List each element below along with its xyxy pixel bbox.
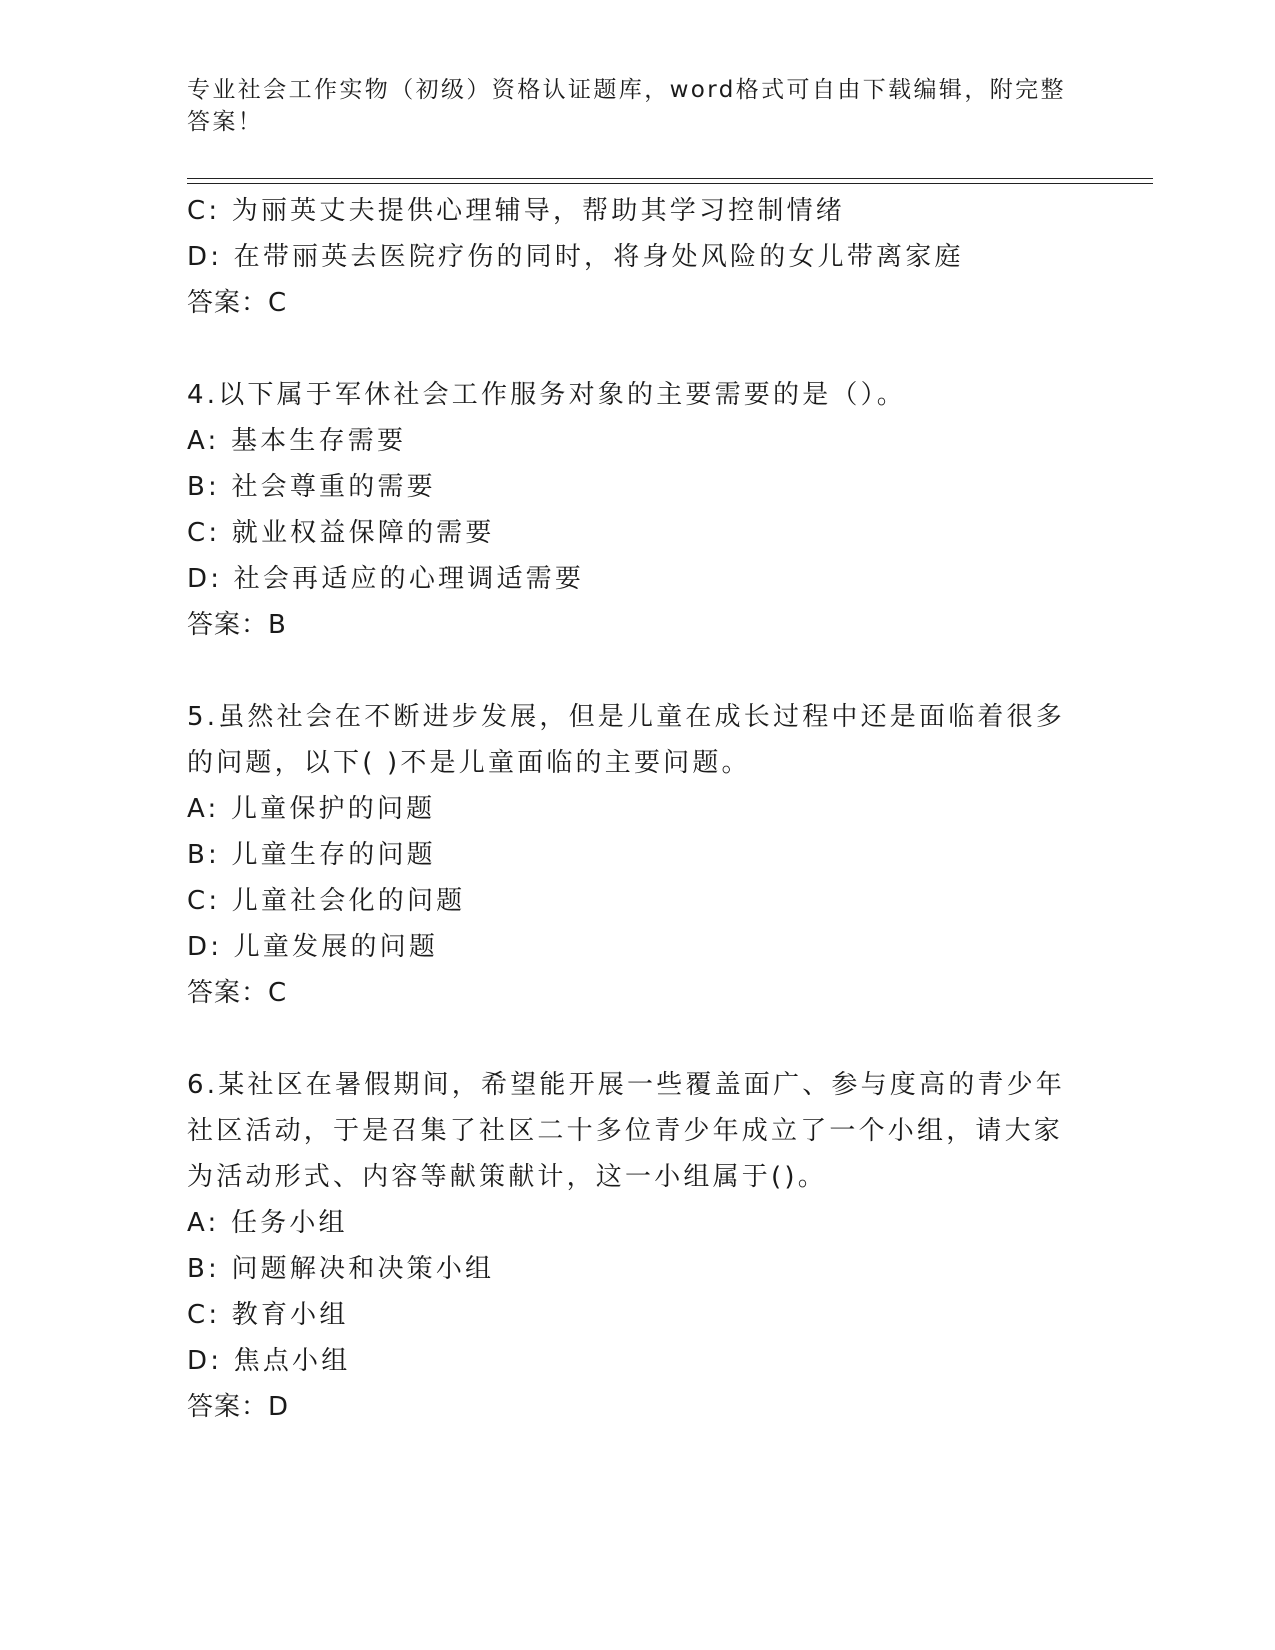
question-3-tail	[187, 188, 1077, 326]
option-d: D: 在带丽英去医院疗伤的同时，将身处风险的女儿带离家庭	[187, 242, 964, 272]
option-c: C: 为丽英丈夫提供心理辅导，帮助其学习控制情绪	[187, 196, 845, 226]
question-5	[187, 694, 1077, 1016]
option-a: A: 儿童保护的问题	[187, 794, 436, 824]
question-stem-line-3: 为活动形式、内容等献策献计，这一小组属于()。	[187, 1162, 827, 1192]
option-d: D: 焦点小组	[187, 1346, 351, 1376]
answer: 答案：B	[187, 610, 287, 640]
header-divider-bottom	[187, 183, 1153, 184]
option-b: B: 社会尊重的需要	[187, 472, 436, 502]
spacer	[187, 1016, 1077, 1062]
option-b: B: 问题解决和决策小组	[187, 1254, 495, 1284]
option-d: D: 社会再适应的心理调适需要	[187, 564, 585, 594]
answer: 答案：D	[187, 1392, 290, 1422]
header-divider-top	[187, 178, 1153, 179]
page-header: 专业社会工作实物（初级）资格认证题库，word格式可自由下载编辑，附完整答案！	[187, 77, 1066, 135]
option-a: A: 基本生存需要	[187, 426, 407, 456]
question-list	[187, 188, 1077, 1430]
question-stem-line-1: 6.某社区在暑假期间，希望能开展一些覆盖面广、参与度高的青少年	[187, 1070, 1066, 1100]
question-stem-line-1: 5.虽然社会在不断进步发展，但是儿童在成长过程中还是面临着很多	[187, 702, 1066, 732]
question-6	[187, 1062, 1077, 1430]
option-b: B: 儿童生存的问题	[187, 840, 436, 870]
question-4	[187, 372, 1077, 648]
option-c: C: 儿童社会化的问题	[187, 886, 466, 916]
option-a: A: 任务小组	[187, 1208, 348, 1238]
spacer	[187, 326, 1077, 372]
answer: 答案：C	[187, 288, 288, 318]
answer: 答案：C	[187, 978, 288, 1008]
question-stem-line-2: 社区活动，于是召集了社区二十多位青少年成立了一个小组，请大家	[187, 1116, 1064, 1146]
spacer	[187, 648, 1077, 694]
question-stem: 4.以下属于军休社会工作服务对象的主要需要的是（）。	[187, 380, 907, 410]
option-d: D: 儿童发展的问题	[187, 932, 439, 962]
option-c: C: 就业权益保障的需要	[187, 518, 495, 548]
question-stem-line-2: 的问题，以下( )不是儿童面临的主要问题。	[187, 748, 751, 778]
option-c: C: 教育小组	[187, 1300, 349, 1330]
